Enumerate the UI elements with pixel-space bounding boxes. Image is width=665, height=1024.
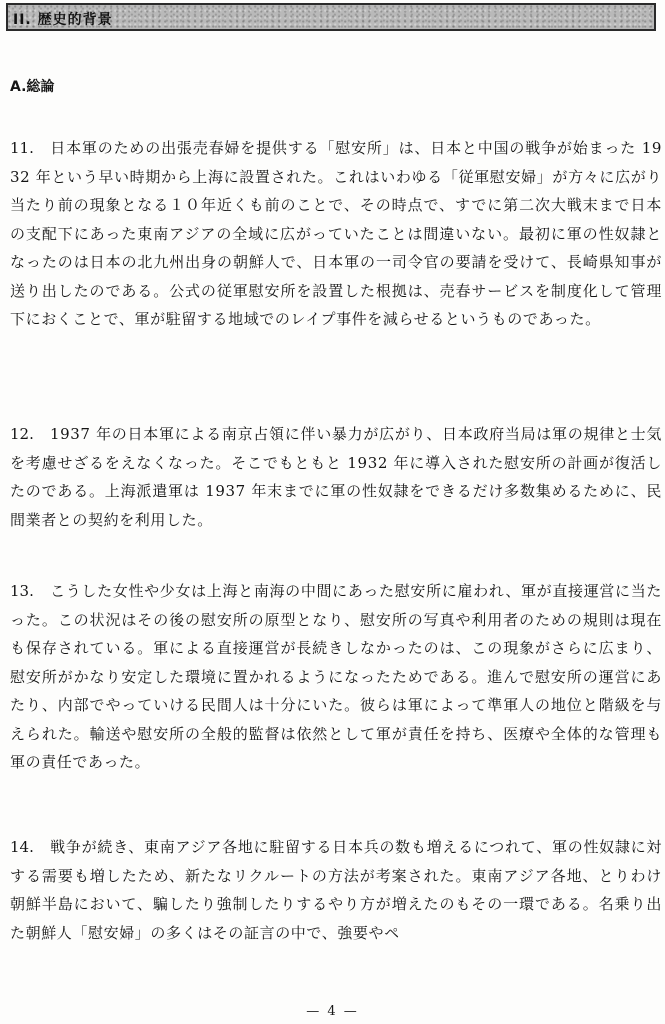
page-number: — 4 — <box>306 1004 359 1019</box>
section-heading: II. 歴史的背景 <box>13 12 113 28</box>
paragraph-13 <box>10 577 662 777</box>
paragraph-number: 14. <box>10 838 34 856</box>
section-heading-banner <box>6 3 656 31</box>
paragraph-text: 戦争が続き、東南アジア各地に駐留する日本兵の数も増えるにつれて、軍の性奴隷に対する需要も増したため、新たなリクルートの方法が考案された。東南アジア各地、とりわけ朝鮮半島において、騙したり強制したりするやり方が増えたのもその一環である。名乗り出た朝鮮人「慰安婦」の多くはその証言の中で、強要やペ <box>10 838 662 942</box>
paragraph-11 <box>10 134 662 334</box>
paragraph-text: 日本軍のための出張売春婦を提供する「慰安所」は、日本と中国の戦争が始まった 1932 年という早い時期から上海に設置された。これはいわゆる「従軍慰安婦」が方々に広がり当たり前の現象となる１０年近くも前のことで、その時点で、すでに第二次大戦末まで日本の支配下にあった東南アジアの全域に広がっていたことは間違いない。最初に軍の性奴隷となったのは日本の北九州出身の朝鮮人で、日本軍の一司令官の要請を受けて、長崎県知事が送り出したのである。公式の従軍慰安所を設置した根拠は、売春サービスを制度化して管理下におくことで、軍が駐留する地域でのレイプ事件を減らせるというものであった。 <box>10 139 662 328</box>
paragraph-number: 13. <box>10 582 34 600</box>
subsection-heading: A.総論 <box>10 79 55 95</box>
paragraph-14 <box>10 833 662 947</box>
paragraph-text: こうした女性や少女は上海と南海の中間にあった慰安所に雇われ、軍が直接運営に当たった。この状況はその後の慰安所の原型となり、慰安所の写真や利用者のための規則は現在も保存されている。軍による直接運営が長続きしなかったのは、この現象がさらに広まり、慰安所がかなり安定した環境に置かれるようになったためである。進んで慰安所の運営にあたり、内部でやっていける民間人は十分にいた。彼らは軍によって準軍人の地位と階級を与えられた。輸送や慰安所の全般的監督は依然として軍が責任を持ち、医療や全体的な管理も軍の責任であった。 <box>10 582 662 771</box>
paragraph-12 <box>10 420 662 534</box>
paragraph-number: 12. <box>10 425 34 443</box>
paragraph-text: 1937 年の日本軍による南京占領に伴い暴力が広がり、日本政府当局は軍の規律と士気を考慮せざるをえなくなった。そこでもともと 1932 年に導入された慰安所の計画が復活したのである。上海派遣軍は 1937 年末までに軍の性奴隷をできるだけ多数集めるために、民間業者との契約を利用した。 <box>10 425 662 529</box>
paragraph-number: 11. <box>10 139 34 157</box>
